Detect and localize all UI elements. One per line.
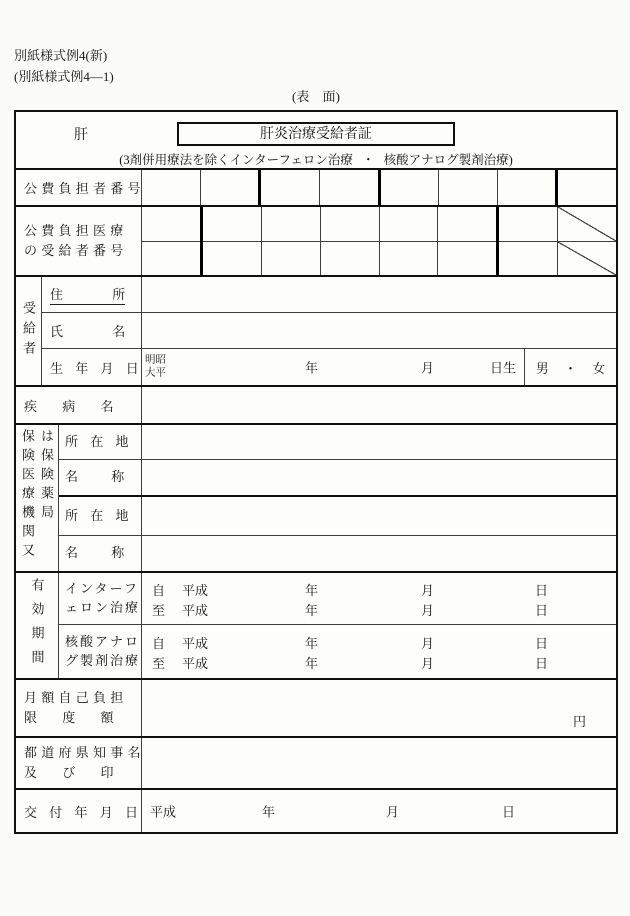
governor-row [16, 738, 616, 790]
recipient-number-digit-cell[interactable] [380, 242, 438, 276]
recipient-number-label-line2: の 受 給 者 番 号 [24, 243, 124, 258]
name-label: 氏 名 [50, 324, 126, 339]
period-from-line [142, 579, 616, 599]
to-label: 至 [152, 602, 166, 618]
institution-section-label-col2: は保険薬局 [39, 429, 54, 524]
sex-options: 男 ・ 女 [535, 360, 606, 376]
era-options [145, 354, 166, 379]
disease-row [16, 387, 616, 425]
hospital-address-row [59, 425, 616, 460]
year-unit: 年 [305, 582, 319, 598]
header-row [16, 112, 616, 170]
day-unit: 日 [535, 655, 549, 671]
recipient-number-column [499, 207, 558, 275]
recipient-number-digit-cell[interactable] [321, 242, 379, 276]
recipient-number-digit-cell[interactable] [499, 242, 557, 276]
monthly-limit-label-line2: 限 度 額 [24, 710, 114, 725]
recipient-number-column-slashed [558, 207, 616, 275]
recipient-number-digit-cell[interactable] [380, 207, 438, 242]
nucleotide-period-input-area[interactable] [142, 625, 616, 678]
certificate-table [14, 110, 618, 834]
form-label-2: (別紙様式例4—1) [14, 68, 114, 84]
issue-date-row [16, 790, 616, 832]
certificate-title: 肝炎治療受給者証 [177, 122, 455, 146]
birthdate-input-area[interactable] [142, 349, 524, 385]
pharmacy-address-label: 所 在 地 [65, 507, 129, 523]
era-label: 平成 [150, 804, 177, 820]
recipient-number-slash-cell [558, 207, 616, 242]
name-input-area[interactable] [142, 313, 616, 348]
pharmacy-address-row [59, 497, 616, 536]
payer-number-row [16, 170, 616, 207]
front-side-label: (表 面) [292, 89, 340, 104]
recipient-number-column [321, 207, 380, 275]
recipient-number-label-line1: 公 費 負 担 医 療 [24, 222, 124, 238]
era-line1: 明昭 [145, 354, 166, 366]
header-title-line [16, 119, 616, 148]
month-unit: 月 [421, 602, 435, 618]
year-unit: 年 [305, 655, 319, 671]
recipient-number-digit-cell[interactable] [438, 207, 496, 242]
year-unit: 年 [305, 360, 319, 376]
from-label: 自 [152, 635, 166, 651]
hospital-address-input-area[interactable] [142, 425, 616, 459]
recipient-number-digit-cell[interactable] [499, 207, 557, 242]
recipient-number-column [438, 207, 499, 275]
day-born-unit: 日生 [490, 360, 517, 376]
recipient-number-digit-cell[interactable] [321, 207, 379, 242]
birthdate-row [42, 349, 616, 385]
pharmacy-name-input-area[interactable] [142, 536, 616, 571]
month-unit: 月 [421, 635, 435, 651]
recipient-number-column [203, 207, 262, 275]
payer-number-label: 公 費 負 担 者 番 号 [24, 181, 141, 196]
hospital-name-row [59, 460, 616, 497]
interferon-period-input-area[interactable] [142, 573, 616, 624]
birthdate-label: 生 年 月 日 [50, 360, 139, 376]
era-line2: 大平 [145, 367, 166, 378]
period-to-line [142, 652, 616, 672]
month-unit: 月 [421, 582, 435, 598]
day-unit: 日 [535, 582, 549, 598]
validity-section [16, 573, 616, 680]
month-unit: 月 [386, 804, 400, 820]
year-unit: 年 [305, 635, 319, 651]
payer-number-grid [142, 170, 616, 205]
payer-number-digit-cell[interactable] [381, 170, 440, 205]
year-unit: 年 [305, 602, 319, 618]
era-label: 平成 [182, 635, 209, 651]
recipient-number-digit-cell[interactable] [142, 207, 200, 242]
recipient-number-digit-cell[interactable] [438, 242, 496, 276]
hospital-address-label: 所 在 地 [65, 433, 129, 449]
period-to-line [142, 599, 616, 619]
day-unit: 日 [502, 804, 516, 820]
recipient-section [16, 277, 616, 387]
recipient-number-digit-cell[interactable] [203, 242, 261, 276]
era-label: 平成 [182, 602, 209, 618]
to-label: 至 [152, 655, 166, 671]
payer-number-digit-cell[interactable] [261, 170, 320, 205]
address-label: 住 所 [50, 284, 125, 305]
payer-number-digit-cell[interactable] [498, 170, 559, 205]
payer-number-digit-cell[interactable] [201, 170, 262, 205]
hospital-name-label: 名 称 [65, 469, 125, 485]
institution-section-label-col1: 保険医療機関又 [20, 429, 35, 562]
recipient-number-grid [142, 207, 616, 275]
name-row [42, 313, 616, 349]
sex-selector-cell[interactable] [524, 349, 616, 385]
disease-input-area[interactable] [142, 387, 616, 423]
monthly-limit-row [16, 680, 616, 738]
nucleotide-analog-label: 核酸アナログ製剤治療 [65, 634, 141, 668]
organ-label: 肝 [74, 127, 88, 143]
form-label-1: 別紙様式例4(新) [14, 48, 108, 63]
recipient-number-column [262, 207, 321, 275]
day-unit: 日 [535, 602, 549, 618]
governor-label-line1: 都 道 府 県 知 事 名 [24, 744, 141, 760]
address-input-area[interactable] [142, 277, 616, 312]
year-unit: 年 [262, 804, 276, 820]
payer-number-digit-cell[interactable] [439, 170, 498, 205]
recipient-number-column [142, 207, 203, 275]
recipient-section-label: 受給者 [21, 301, 36, 361]
recipient-number-column [380, 207, 439, 275]
disease-label: 疾 病 名 [24, 398, 114, 414]
payer-number-digit-cell[interactable] [558, 170, 616, 205]
interferon-label: インターフェロン治療 [65, 581, 141, 615]
recipient-number-digit-cell[interactable] [142, 242, 200, 276]
document-form-labels [14, 46, 114, 88]
governor-seal-area[interactable] [142, 738, 616, 788]
yen-unit: 円 [572, 714, 586, 729]
from-label: 自 [152, 582, 166, 598]
period-from-line [142, 632, 616, 652]
recipient-number-slash-cell [558, 242, 616, 276]
nucleotide-validity-row [59, 625, 616, 678]
month-unit: 月 [421, 360, 435, 376]
pharmacy-name-row [59, 536, 616, 571]
issue-date-label: 交 付 年 月 日 [24, 804, 139, 820]
day-unit: 日 [535, 635, 549, 651]
validity-section-header [16, 573, 59, 678]
hospital-name-input-area[interactable] [142, 460, 616, 495]
recipient-number-digit-cell[interactable] [262, 207, 320, 242]
payer-number-digit-cell[interactable] [142, 170, 201, 205]
monthly-limit-input-area[interactable] [142, 680, 616, 736]
recipient-number-row [16, 207, 616, 277]
governor-label-line2: 及 び 印 [24, 765, 114, 780]
validity-section-label: 有効期間 [29, 577, 45, 674]
institution-section [16, 425, 616, 573]
monthly-limit-label-line1: 月 額 自 己 負 担 [24, 689, 124, 705]
pharmacy-name-label: 名 称 [65, 545, 125, 561]
payer-number-digit-cell[interactable] [320, 170, 381, 205]
interferon-validity-row [59, 573, 616, 625]
pharmacy-address-input-area[interactable] [142, 497, 616, 535]
institution-section-header [16, 425, 59, 571]
issue-date-input-area[interactable] [142, 790, 616, 832]
certificate-subtitle: (3剤併用療法を除くインターフェロン治療 ・ 核酸アナログ製剤治療) [119, 153, 513, 167]
address-row [42, 277, 616, 313]
recipient-number-digit-cell[interactable] [262, 242, 320, 276]
era-label: 平成 [182, 582, 209, 598]
recipient-section-header [16, 277, 42, 385]
recipient-number-digit-cell[interactable] [203, 207, 261, 242]
era-label: 平成 [182, 655, 209, 671]
month-unit: 月 [421, 655, 435, 671]
